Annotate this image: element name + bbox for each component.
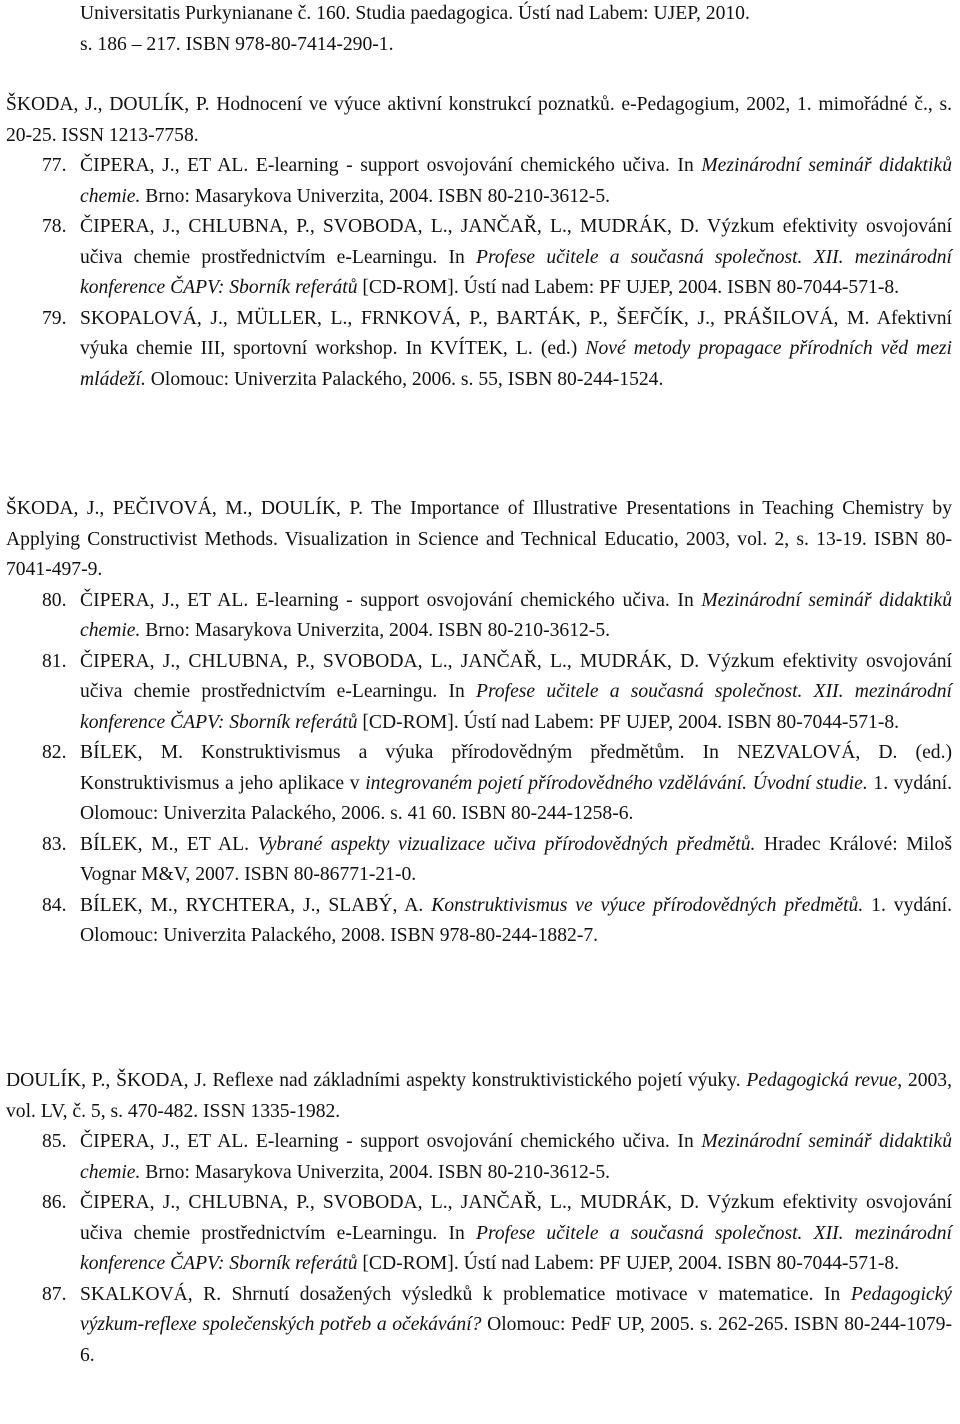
numbered-reference (0, 1188, 960, 1280)
italic-title-text: Pedagogická revue (746, 1070, 898, 1091)
reference-text: Hradec Králové: Miloš Vognar M&V, 2007. ISBN 80-86771-21-0. (80, 833, 952, 885)
reference-number: 87. (42, 1283, 67, 1305)
reference-text: ČIPERA, J., ET AL. E-learning - support osvojování chemického učiva. In (80, 155, 702, 176)
reference-text: BÍLEK, M. Konstruktivismus a výuka přírodovědným předmětům. In NEZVALOVÁ, D. (ed.) Konstruktivismus a jeho aplikace v (80, 742, 952, 794)
numbered-reference (0, 304, 960, 396)
reference-text: , 2003, vol. LV, č. 5, s. 470-482. ISSN 1335-1982. (6, 1070, 952, 1122)
reference-text: 1. vydání. Olomouc: Univerzita Palackého, 2008. ISBN 978-80-244-1882-7. (80, 894, 952, 946)
reference-number: 86. (42, 1192, 67, 1213)
reference-text: Brno: Masarykova Univerzita, 2004. ISBN 80-210-3612-5. (140, 185, 611, 207)
italic-title-text: Mezinárodní seminář didaktiků chemie. (80, 155, 952, 207)
italic-title-text: Pedagogický výzkum-reflexe společenských potřeb a očekávání? (80, 1283, 952, 1335)
reference-heading-entry (0, 1066, 960, 1127)
reference-number: 85. (42, 1131, 67, 1152)
reference-text: [CD-ROM]. Ústí nad Labem: PF UJEP, 2004. ISBN 80-7044-571-8. (357, 711, 900, 733)
numbered-reference (0, 1280, 960, 1372)
reference-number: 81. (42, 650, 67, 672)
reference-text: Brno: Masarykova Univerzita, 2004. ISBN 80-210-3612-5. (140, 620, 611, 641)
italic-title-text: Profese učitele a současná společnost. XII. mezinárodní konference ČAPV: Sborník referátů (80, 246, 952, 298)
reference-text: [CD-ROM]. Ústí nad Labem: PF UJEP, 2004. ISBN 80-7044-571-8. (357, 1253, 900, 1274)
reference-text: SKALKOVÁ, R. Shrnutí dosažených výsledků k problematice motivace v matematice. In (80, 1283, 851, 1305)
italic-title-text: Mezinárodní seminář didaktiků chemie. (80, 1131, 952, 1183)
reference-number: 83. (42, 833, 67, 855)
reference-text: Brno: Masarykova Univerzita, 2004. ISBN 80-210-3612-5. (140, 1161, 611, 1183)
italic-title-text: Konstruktivismus ve výuce přírodovědných předmětů. (431, 894, 864, 916)
reference-text: 1. vydání. Olomouc: Univerzita Palackého, 2006. s. 41 60. ISBN 80-244-1258-6. (80, 772, 952, 824)
reference-text: DOULÍK, P., ŠKODA, J. Reflexe nad základními aspekty konstruktivistického pojetí výuky. (6, 1070, 747, 1091)
reference-text: SKOPALOVÁ, J., MÜLLER, L., FRNKOVÁ, P., BARTÁK, P., ŠEFČÍK, J., PRÁŠILOVÁ, M. Afektivní výuka chemie III, sportovní workshop. In KVÍTEK, L. (ed.) (80, 307, 952, 359)
blank-line (0, 60, 960, 90)
reference-text: BÍLEK, M., ET AL. (80, 833, 258, 855)
document-fragment (0, 0, 960, 395)
reference-heading-entry (0, 90, 960, 151)
numbered-reference (0, 738, 960, 830)
reference-line: Universitatis Purkynianane č. 160. Studia paedagogica. Ústí nad Labem: UJEP, 2010. (80, 3, 750, 24)
document-fragment (0, 1066, 960, 1371)
numbered-reference (0, 212, 960, 304)
reference-number: 78. (42, 216, 67, 237)
reference-text: [CD-ROM]. Ústí nad Labem: PF UJEP, 2004. ISBN 80-7044-571-8. (357, 277, 900, 298)
reference-text: BÍLEK, M., RYCHTERA, J., SLABÝ, A. (80, 894, 432, 916)
reference-text: Olomouc: Univerzita Palackého, 2006. s. 55, ISBN 80-244-1524. (145, 368, 664, 390)
italic-title-text: Vybrané aspekty vizualizace učiva přírodovědných předmětů. (257, 833, 756, 855)
reference-text: ČIPERA, J., ET AL. E-learning - support osvojování chemického učiva. In (80, 1131, 702, 1152)
reference-line: s. 186 – 217. ISBN 978-80-7414-290-1. (80, 33, 394, 55)
reference-text: ČIPERA, J., CHLUBNA, P., SVOBODA, L., JANČAŘ, L., MUDRÁK, D. Výzkum efektivity osvojování učiva chemie prostřednictvím e-Learningu. In (80, 650, 952, 702)
italic-title-text: Profese učitele a současná společnost. XII. mezinárodní konference ČAPV: Sborník referátů (80, 681, 952, 733)
reference-number: 79. (42, 307, 67, 329)
numbered-reference (0, 647, 960, 739)
italic-title-text: Nové metody propagace přírodních věd mezi mládeží. (80, 338, 952, 390)
reference-number: 84. (42, 894, 67, 916)
reference-number: 77. (42, 155, 67, 176)
numbered-reference (0, 830, 960, 891)
reference-text: ŠKODA, J., DOULÍK, P. Hodnocení ve výuce aktivní konstrukcí poznatků. e-Pedagogium, 2002, 1. mimořádné č., s. 20-25. ISSN 1213-7758. (6, 94, 952, 146)
reference-text: ČIPERA, J., ET AL. E-learning - support osvojování chemického učiva. In (80, 589, 702, 611)
italic-title-text: Mezinárodní seminář didaktiků chemie. (80, 589, 952, 641)
reference-continuation (0, 0, 960, 60)
italic-title-text: integrovaném pojetí přírodovědného vzdělávání. Úvodní studie. (365, 772, 868, 794)
numbered-reference (0, 586, 960, 647)
numbered-reference (0, 891, 960, 952)
reference-text: ŠKODA, J., PEČIVOVÁ, M., DOULÍK, P. The Importance of Illustrative Presentations in Teaching Chemistry by Applying Constructivist Methods. Visualization in Science and Technical Educatio, 2003, vol. 2, s. 13-19. ISBN 80-7041-497-9. (6, 498, 952, 580)
document-fragment (0, 494, 960, 952)
reference-number: 82. (42, 742, 67, 763)
reference-text: ČIPERA, J., CHLUBNA, P., SVOBODA, L., JANČAŘ, L., MUDRÁK, D. Výzkum efektivity osvojování učiva chemie prostřednictvím e-Learningu. In (80, 216, 952, 268)
italic-title-text: Profese učitele a současná společnost. XII. mezinárodní konference ČAPV: Sborník referátů (80, 1222, 952, 1274)
reference-heading-entry (0, 494, 960, 586)
reference-text: ČIPERA, J., CHLUBNA, P., SVOBODA, L., JANČAŘ, L., MUDRÁK, D. Výzkum efektivity osvojování učiva chemie prostřednictvím e-Learningu. In (80, 1192, 952, 1244)
numbered-reference (0, 151, 960, 212)
reference-number: 80. (42, 589, 67, 611)
numbered-reference (0, 1127, 960, 1188)
reference-text: Olomouc: PedF UP, 2005. s. 262-265. ISBN 80-244-1079-6. (80, 1314, 952, 1366)
